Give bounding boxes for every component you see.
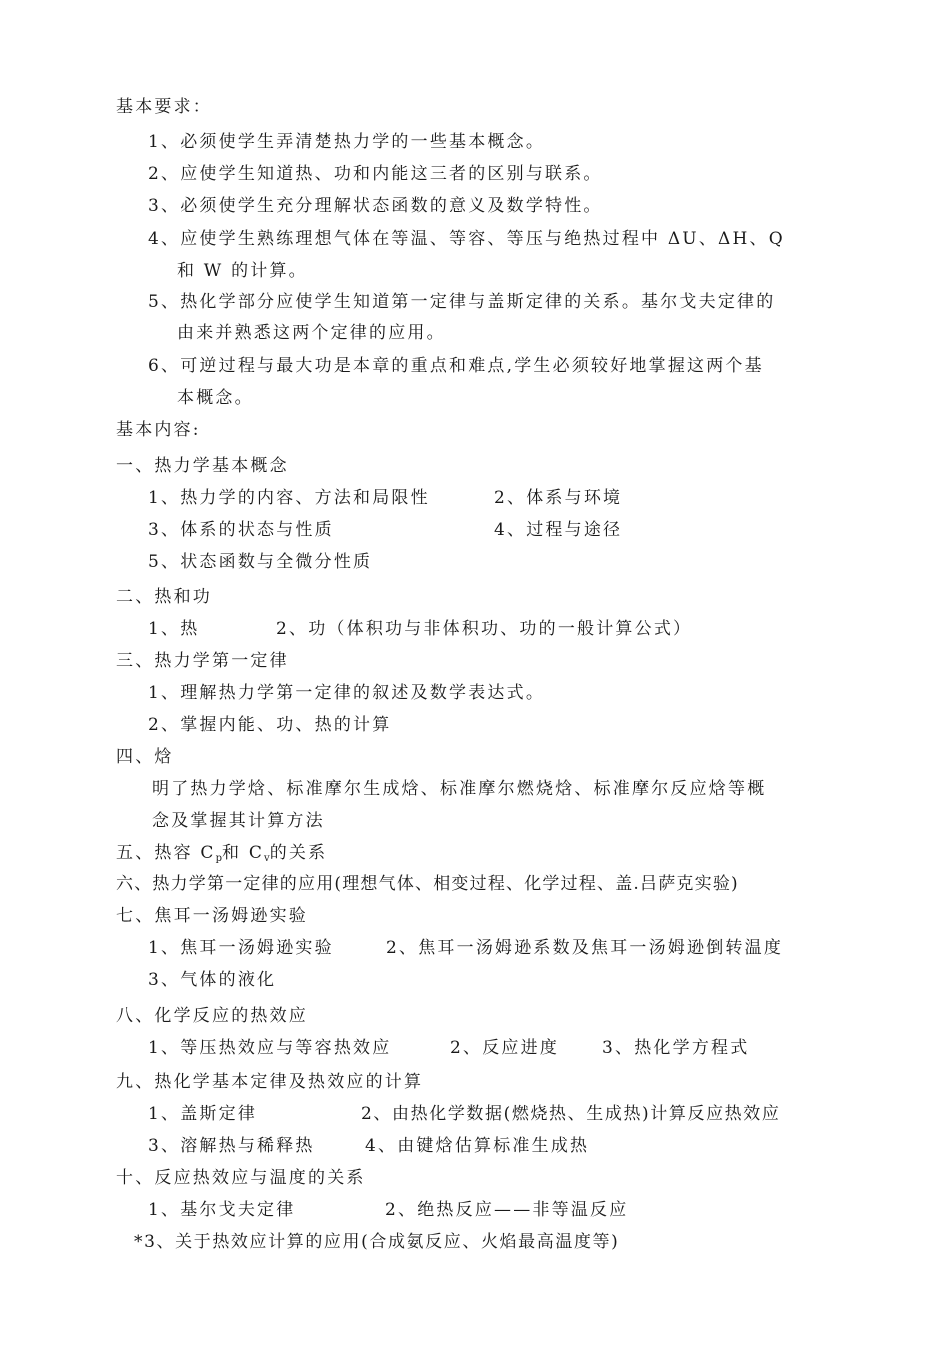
section-title-text: 和 C: [222, 843, 265, 863]
section-item: 2、绝热反应——非等温反应: [385, 1200, 629, 1220]
basic-requirements-heading: 基本要求：: [116, 97, 212, 117]
requirement-item: 6、可逆过程与最大功是本章的重点和难点,学生必须较好地掌握这两个基: [148, 356, 764, 376]
section-item: 2、由热化学数据(燃烧热、生成热)计算反应热效应: [361, 1104, 781, 1124]
section-item: 3、气体的液化: [148, 970, 277, 990]
requirement-item: 4、应使学生熟练理想气体在等温、等容、等压与绝热过程中 ΔU、ΔH、Q: [148, 229, 785, 249]
section-item: 2、反应进度: [450, 1038, 560, 1058]
section-item: 4、由键焓估算标准生成热: [365, 1136, 590, 1156]
requirement-item: 1、必须使学生弄清楚热力学的一些基本概念。: [148, 132, 546, 152]
subscript-v: v: [264, 853, 270, 864]
section-item: 2、掌握内能、功、热的计算: [148, 715, 392, 735]
section-title: 二、热和功: [116, 587, 212, 607]
section-title-text: 的关系: [269, 843, 328, 863]
section-title-text: 五、热容 C: [116, 843, 216, 863]
section-item: 3、溶解热与稀释热: [148, 1136, 315, 1156]
section-paragraph: 明了热力学焓、标准摩尔生成焓、标准摩尔燃烧焓、标准摩尔反应焓等概: [152, 779, 767, 799]
section-title: 六、热力学第一定律的应用(理想气体、相变过程、化学过程、盖.吕萨克实验): [116, 874, 739, 894]
section-title: 一、热力学基本概念: [116, 456, 289, 476]
subscript-p: p: [215, 853, 223, 864]
requirement-item-continuation: 和 W 的计算。: [177, 261, 308, 281]
section-item: 3、体系的状态与性质: [148, 520, 334, 540]
section-title: [116, 842, 327, 870]
section-item: 1、理解热力学第一定律的叙述及数学表达式。: [148, 683, 546, 703]
section-paragraph-continuation: 念及掌握其计算方法: [152, 811, 325, 831]
section-item: 4、过程与途径: [494, 520, 623, 540]
section-item: 1、基尔戈夫定律: [148, 1200, 296, 1220]
requirement-item: 5、热化学部分应使学生知道第一定律与盖斯定律的关系。基尔戈夫定律的: [148, 292, 776, 312]
requirement-item-continuation: 本概念。: [177, 388, 254, 408]
requirement-item-continuation: 由来并熟悉这两个定律的应用。: [177, 323, 446, 343]
section-item: 1、热: [148, 619, 200, 639]
section-title: 四、焓: [116, 747, 174, 767]
section-item: 3、热化学方程式: [602, 1038, 750, 1058]
section-item: 2、功（体积功与非体积功、功的一般计算公式）: [276, 619, 693, 639]
section-item: 2、体系与环境: [494, 488, 623, 508]
section-item: *3、关于热效应计算的应用(合成氨反应、火焰最高温度等): [134, 1232, 620, 1252]
section-item: 1、热力学的内容、方法和局限性: [148, 488, 430, 508]
section-item: 1、焦耳一汤姆逊实验: [148, 938, 334, 958]
requirement-item: 2、应使学生知道热、功和内能这三者的区别与联系。: [148, 164, 603, 184]
section-title: 十、反应热效应与温度的关系: [116, 1168, 366, 1188]
requirement-item: 3、必须使学生充分理解状态函数的意义及数学特性。: [148, 196, 603, 216]
basic-content-heading: 基本内容:: [116, 420, 201, 440]
section-item: 1、等压热效应与等容热效应: [148, 1038, 392, 1058]
section-item: 2、焦耳一汤姆逊系数及焦耳一汤姆逊倒转温度: [386, 938, 784, 958]
section-title: 三、热力学第一定律: [116, 651, 289, 671]
section-title: 八、化学反应的热效应: [116, 1006, 308, 1026]
section-title: 七、焦耳一汤姆逊实验: [116, 906, 308, 926]
section-title: 九、热化学基本定律及热效应的计算: [116, 1072, 424, 1092]
section-item: 1、盖斯定律: [148, 1104, 258, 1124]
section-item: 5、状态函数与全微分性质: [148, 552, 373, 572]
